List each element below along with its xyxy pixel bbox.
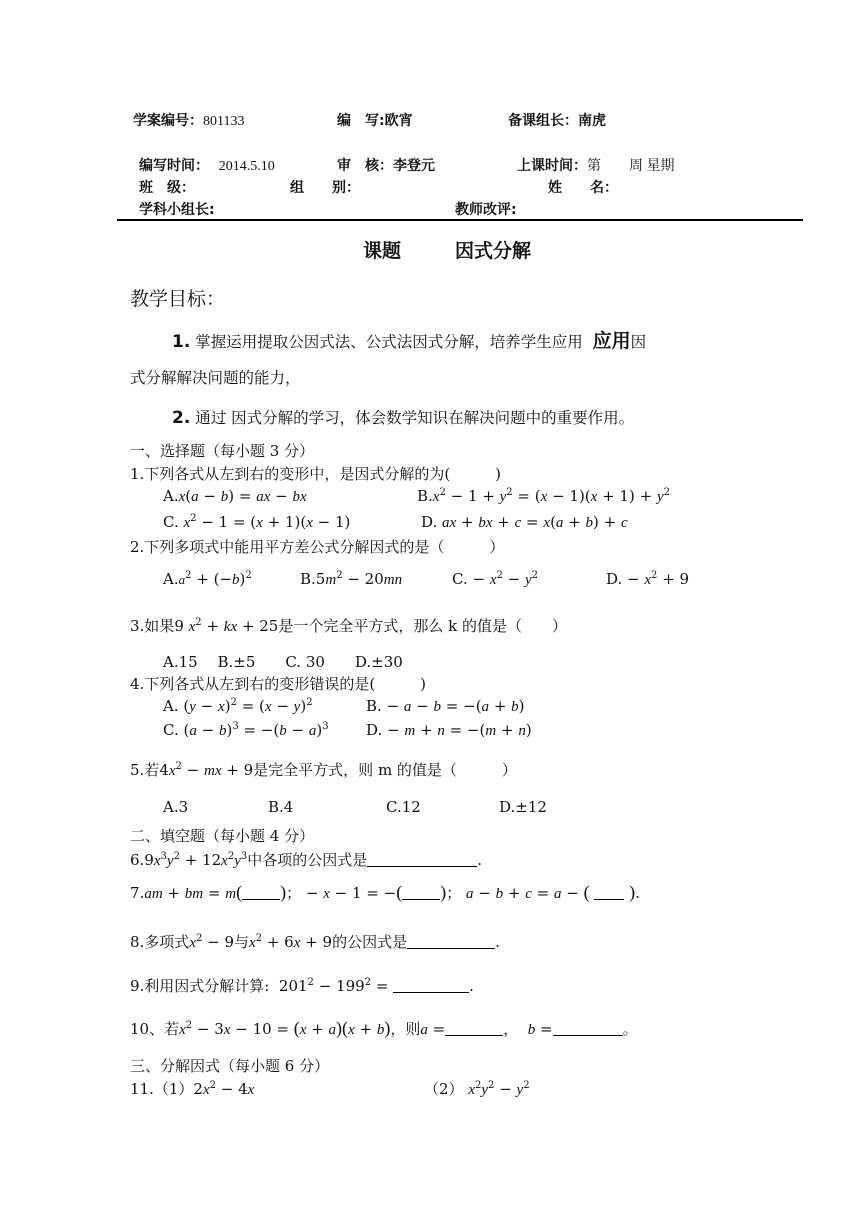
class-time-value: 第 周 星期 [587,159,675,174]
goals-heading: 教学目标： [130,288,226,310]
name-label: 姓 名： [548,180,618,196]
section-3-heading: 三、分解因式（每小题 6 分） [130,1057,330,1075]
review-label: 审 核： [337,158,393,174]
header-divider [117,219,803,221]
q10: 10、若$x^2 - 3x - 10 = (x + a)(x + b)$，则a = ， b = 。 [130,1018,638,1038]
answer-blank[interactable] [393,978,469,993]
goal-2-text: 通过 因式分解的学习，体会数学知识在解决问题中的重要作用。 [195,409,635,427]
q2-option-b: $B.5m^2 - 20mn$ [300,570,403,588]
q6: $6.9x^3y^2 + 12x^2y^3$中各项的公因式是 . [130,851,483,869]
time-value: 2014.5.10 [218,159,275,174]
q11-part-2: （2） $x^2y^2 - y^2$ [424,1080,530,1098]
teacher-comment-label: 教师改评: [455,202,517,218]
q1-option-c: C. $x^2 - 1 = (x + 1)(x - 1)$ [163,513,351,531]
q5-option-d: D.±12 [499,798,547,816]
answer-blank[interactable] [553,1021,623,1036]
q2-option-c: C. − $x^2 - y^2$ [452,570,539,588]
q4-option-d: D. − m + n = −(m + n) [366,721,532,739]
answer-blank[interactable] [445,1021,503,1036]
header-class-time [517,155,675,175]
answer-blank[interactable] [402,885,440,900]
q2-stem: 2.下列多项式中能用平方差公式分解因式的是（ ） [130,538,505,556]
section-1-heading: 一、选择题（每小题 3 分） [130,442,315,460]
goal-2 [172,406,634,428]
section-2-heading: 二、填空题（每小题 4 分） [130,827,315,845]
subject-leader-label: 学科小组长: [139,202,215,218]
q1-option-b: $B.x^2 - 1 + y^2 = (x - 1)(x + 1) + y^2$ [417,487,670,505]
q3-options: A.15 B.±5 C. 30 D.±30 [163,653,403,671]
header-time [139,155,275,175]
answer-blank[interactable] [367,852,477,867]
header-review [337,155,435,175]
writer-value: 欧宵 [384,113,413,129]
id-value: 801133 [203,114,245,129]
q2-option-d: D. − $x^2 + 9$ [606,570,690,588]
q5-option-c: C.12 [386,798,421,816]
q11-part-1: $11.(1)2x^2 - 4x$ [130,1080,255,1098]
q3-stem: 3.如果9 $x^2$ + kx + 25是一个完全平方式，那么 k 的值是（ ） [130,617,567,635]
answer-blank[interactable] [407,934,495,949]
goal-1-number: 1. [172,332,191,352]
class-time-label: 上课时间： [517,158,587,174]
page-title: 因式分解 [455,240,532,262]
goal-1-text: 掌握运用提取公因式法、公式法因式分解，培养学生应用 [195,333,583,351]
q1-option-a: A.x(a − b) = ax − bx [163,487,307,505]
leader-label: 备课组长： [508,113,578,129]
header-id [133,110,244,130]
q4-option-a: A. $(y - x)^2 = (x - y)^2$ [163,697,313,715]
q4-stem: 4.下列各式从左到右的变形错误的是( ) [130,675,427,693]
q1-option-d: D. ax + bx + c = x(a + b) + c [421,513,628,531]
leader-value: 南虎 [578,113,606,129]
q1-stem: 1.下列各式从左到右的变形中，是因式分解的为( ) [130,465,502,483]
q5-stem: 5.若$4x^2$ − mx + 9是完全平方式，则 m 的值是（ ） [130,761,517,779]
q9: 9.利用因式分解计算: $201^2 - 199^2$ = . [130,977,474,995]
q4-option-b: B. − a − b = −(a + b) [366,697,525,715]
group-label: 组 别： [290,180,360,196]
goal-1-emphasis: 应用 [592,330,631,352]
answer-blank[interactable] [594,885,624,900]
q4-option-c: C. $(a - b)^3 = -(b - a)^3$ [163,721,329,739]
header-writer [337,110,413,130]
q2-option-a: $A.a^2 + (-b)^2$ [163,570,252,588]
q5-option-a: A.3 [163,798,189,816]
answer-blank[interactable] [242,885,280,900]
id-label: 学案编号： [133,113,203,129]
q5-option-b: B.4 [268,798,294,816]
topic-label: 课题 [363,240,402,262]
writer-label: 编 写: [337,113,385,129]
header-leader [508,110,606,130]
goal-1-text-end: 因 [630,333,647,351]
review-value: 李登元 [393,158,435,174]
time-label: 编写时间： [139,158,209,174]
q8: 8.多项式$x^2 - 9$与$x^2 + 6x + 9$的公因式是 . [130,933,500,951]
goal-1-line-2: 式分解解决问题的能力， [130,369,301,387]
class-label: 班 级： [139,180,195,196]
goal-1-line-1 [172,326,646,353]
q7: 7.am + bm = m( )； − x − 1 = −( )； a − b + c = a − ( ). [130,882,640,902]
goal-2-number: 2. [172,408,191,428]
